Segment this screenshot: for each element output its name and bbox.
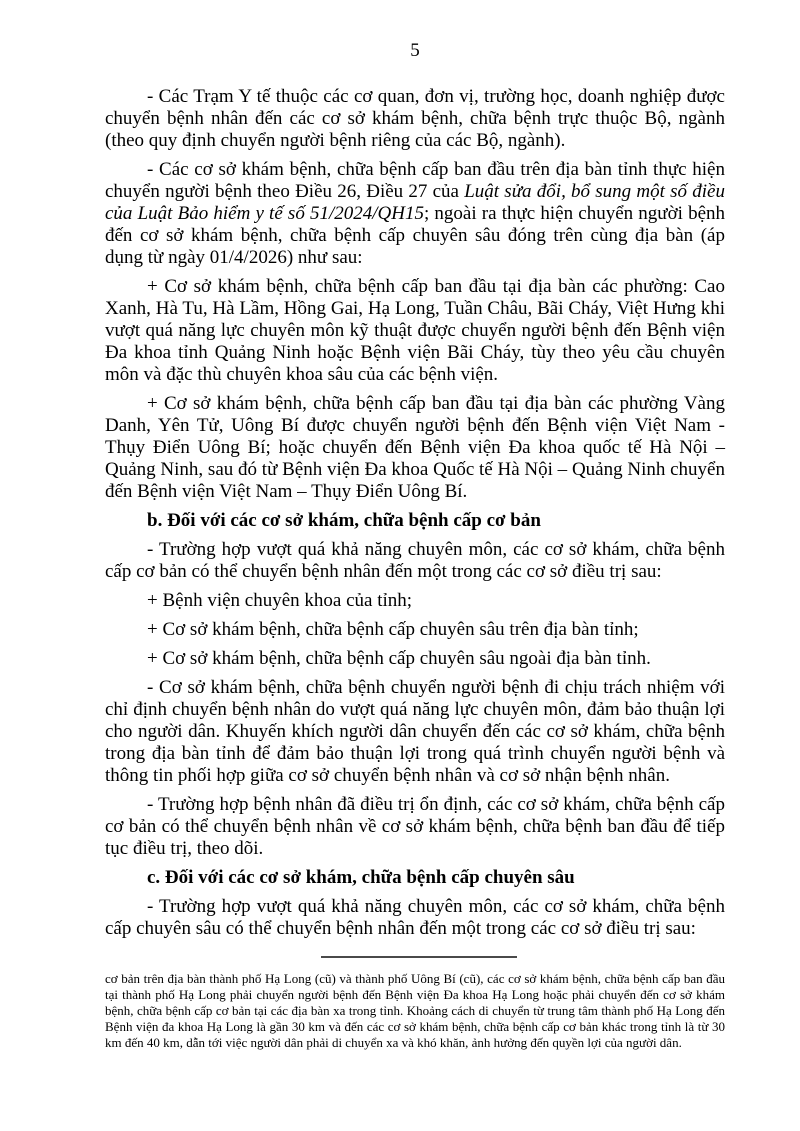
footnote-text: cơ bản trên địa bàn thành phố Hạ Long (cũ) và thành phố Uông Bí (cũ), các cơ sở khám bệnh, chữa bệnh cấp ban đầu tại thành phố Hạ Long phải chuyển người bệnh đến Bệnh viện Đa khoa Hạ Long hoặc phải chuyển đến cơ sở khám bệnh, chữa bệnh cấp cơ bản tại các địa bàn xa trong tỉnh. Khoảng cách di chuyển từ trung tâm thành phố Hạ Long đến Bệnh viện đa khoa Hạ Long là gần 30 km và đến các cơ sở khám bệnh, chữa bệnh cấp cơ bản khác trong tỉnh là từ 30 km đến 40 km, dẫn tới việc người dân phải di chuyển xa và khó khăn, ảnh hưởng đến quyền lợi của người dân. (105, 971, 725, 1050)
section-heading (105, 867, 725, 889)
text-segment: + Cơ sở khám bệnh, chữa bệnh cấp ban đầu tại địa bàn các phường: Cao Xanh, Hà Tu, Hà Lầm, Hồng Gai, Hạ Long, Tuần Châu, Bãi Cháy, Việt Hưng khi vượt quá năng lực chuyên môn kỹ thuật được chuyển người bệnh đến Bệnh viện Đa khoa tỉnh Quảng Ninh hoặc Bệnh viện Bãi Cháy, tùy theo yêu cầu chuyên môn và đặc thù chuyên khoa sâu của các bệnh viện. (105, 276, 725, 385)
document-body (105, 86, 725, 940)
text-segment: c. Đối với các cơ sở khám, chữa bệnh cấp chuyên sâu (147, 867, 575, 888)
footnote-separator (321, 956, 517, 958)
text-segment: - Các Trạm Y tế thuộc các cơ quan, đơn vị, trường học, doanh nghiệp được chuyển bệnh nhân đến các cơ sở khám bệnh, chữa bệnh trực thuộc Bộ, ngành (theo quy định chuyển người bệnh riêng của các Bộ, ngành). (105, 86, 725, 151)
text-segment: - Các cơ sở khám bệnh, chữa bệnh cấp ban đầu trên địa bàn tỉnh thực hiện chuyển người bệnh theo Điều 26, Điều 27 của (105, 159, 725, 202)
body-paragraph (105, 539, 725, 583)
text-segment: + Cơ sở khám bệnh, chữa bệnh cấp chuyên sâu trên địa bàn tỉnh; (147, 619, 639, 640)
body-paragraph (105, 677, 725, 787)
text-segment: + Cơ sở khám bệnh, chữa bệnh cấp chuyên sâu ngoài địa bàn tỉnh. (147, 648, 651, 669)
body-paragraph (105, 159, 725, 269)
body-paragraph (105, 619, 725, 641)
body-paragraph (105, 276, 725, 386)
body-paragraph (105, 794, 725, 860)
page-number: 5 (410, 40, 420, 61)
body-paragraph (105, 393, 725, 503)
text-segment: - Trường hợp vượt quá khả năng chuyên môn, các cơ sở khám, chữa bệnh cấp cơ bản có thể chuyển bệnh nhân đến một trong các cơ sở điều trị sau: (105, 539, 725, 582)
text-segment: - Trường hợp bệnh nhân đã điều trị ổn định, các cơ sở khám, chữa bệnh cấp cơ bản có thể chuyển bệnh nhân về cơ sở khám bệnh, chữa bệnh ban đầu để tiếp tục điều trị, theo dõi. (105, 794, 725, 859)
body-paragraph (105, 86, 725, 152)
text-segment: b. Đối với các cơ sở khám, chữa bệnh cấp cơ bản (147, 510, 541, 531)
body-paragraph (105, 590, 725, 612)
text-segment: + Bệnh viện chuyên khoa của tỉnh; (147, 590, 413, 611)
text-segment: - Trường hợp vượt quá khả năng chuyên môn, các cơ sở khám, chữa bệnh cấp chuyên sâu có thể chuyển bệnh nhân đến một trong các cơ sở điều trị sau: (105, 896, 725, 939)
body-paragraph (105, 648, 725, 670)
body-paragraph (105, 896, 725, 940)
law-citation-italic: Luật sửa đổi, bổ sung một số điều của Luật Bảo hiểm y tế số 51/2024/QH15 (105, 181, 725, 224)
footnote-area (105, 956, 725, 1051)
text-segment: + Cơ sở khám bệnh, chữa bệnh cấp ban đầu tại địa bàn các phường Vàng Danh, Yên Tử, Uông Bí được chuyển người bệnh đến Bệnh viện Việt Nam - Thụy Điển Uông Bí; hoặc chuyển đến Bệnh viện Đa khoa quốc tế Hà Nội – Quảng Ninh, sau đó từ Bệnh viện Đa khoa Quốc tế Hà Nội – Quảng Ninh chuyển đến Bệnh viện Việt Nam – Thụy Điển Uông Bí. (105, 393, 725, 502)
section-heading (105, 510, 725, 532)
text-segment: - Cơ sở khám bệnh, chữa bệnh chuyển người bệnh đi chịu trách nhiệm với chỉ định chuyển bệnh nhân do vượt quá năng lực chuyên môn, đảm bảo thuận lợi cho người dân. Khuyến khích người dân chuyển đến các cơ sở khám, chữa bệnh trong địa bàn tỉnh để đảm bảo thuận lợi trong quá trình chuyển người bệnh và thông tin phối hợp giữa cơ sở chuyển bệnh nhân và cơ sở nhận bệnh nhân. (105, 677, 725, 786)
text-segment: ; ngoài ra thực hiện chuyển người bệnh đến cơ sở khám bệnh, chữa bệnh cấp chuyên sâu đóng trên cùng địa bàn (áp dụng từ ngày 01/4/2026) như sau: (105, 203, 725, 268)
